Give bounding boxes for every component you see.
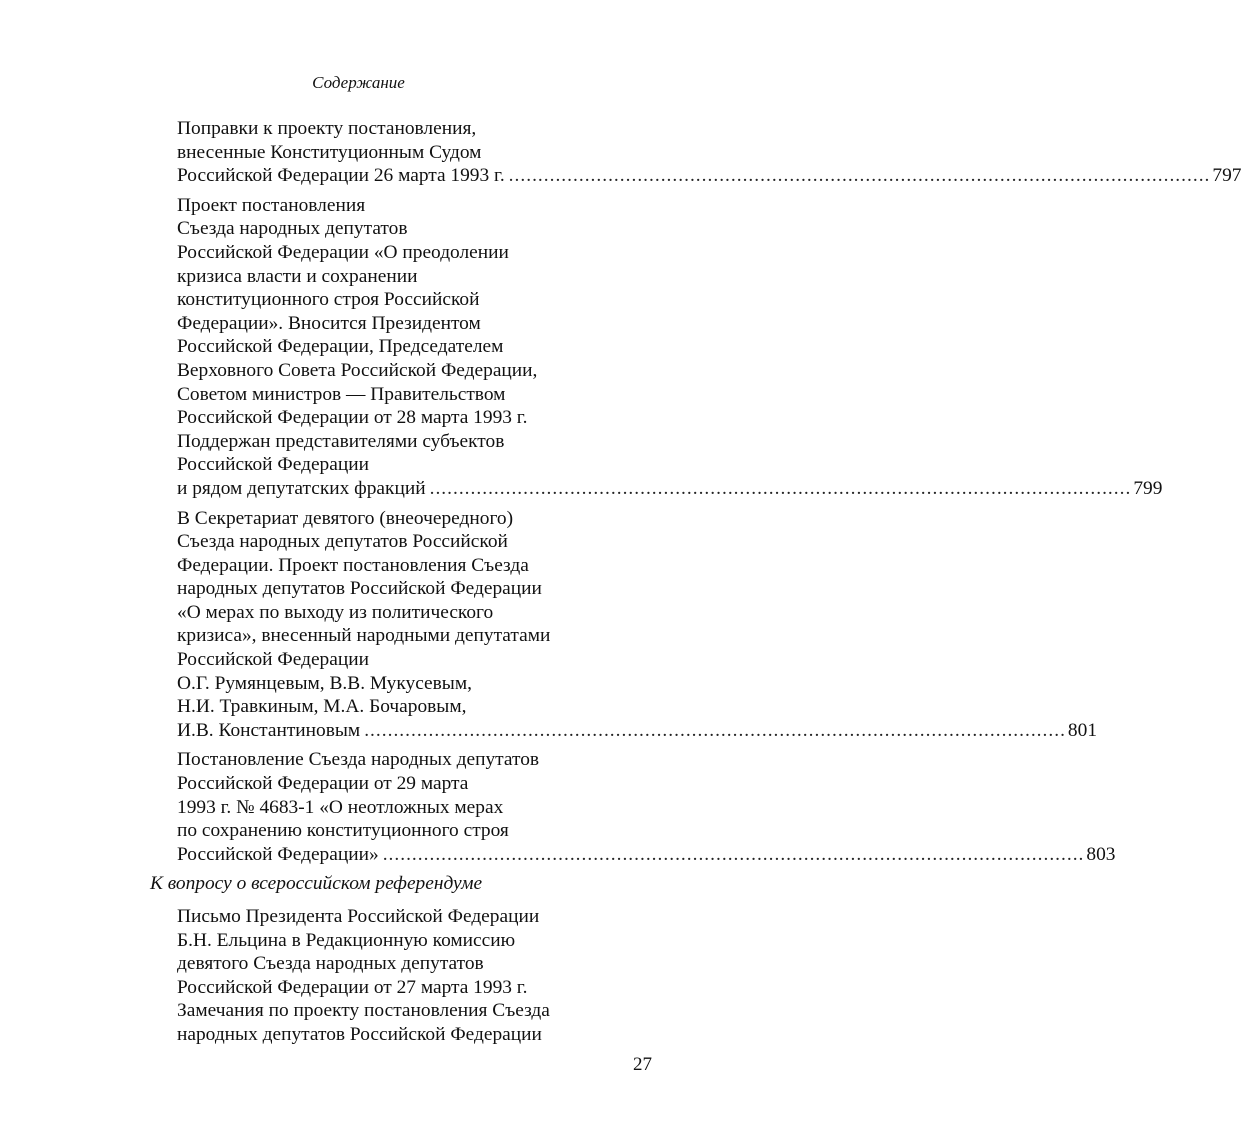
entry-line: девятого Съезда народных депутатов [177, 953, 484, 975]
entry-line: Российской Федерации от 29 марта [177, 773, 469, 795]
entry-last-line [177, 719, 1098, 743]
entry-page-number: 801 [1067, 719, 1098, 741]
entry-line: кризиса власти и сохранении [177, 265, 418, 287]
entry-line: народных депутатов Российской Федерации [177, 578, 542, 600]
entry-line: Российской Федерации» [177, 843, 379, 865]
entry-last-line [177, 164, 1241, 188]
entry-page-number: 797 [1212, 165, 1241, 187]
entry-line: Российской Федерации [177, 454, 369, 476]
entry-line: и рядом депутатских фракций [177, 477, 426, 499]
toc-entry-4 [177, 748, 1116, 866]
entry-line: Российской Федерации от 28 марта 1993 г. [177, 407, 528, 429]
entry-line: «О мерах по выходу из политического [177, 601, 494, 623]
dot-leader: ........................................................................................................................ [429, 477, 1132, 499]
running-head: Содержание [312, 73, 405, 92]
entry-line: 1993 г. № 4683-1 «О неотложных мерах [177, 796, 504, 818]
entry-line: конституционного строя Российской [177, 289, 480, 311]
entry-line: Поправки к проекту постановления, [177, 118, 477, 139]
entry-line: народных депутатов Российской Федерации [177, 1023, 542, 1045]
table-of-contents [150, 117, 1241, 1053]
entry-line: Съезда народных депутатов Российской [177, 531, 508, 553]
entry-line: О.Г. Румянцевым, В.В. Мукусевым, [177, 672, 472, 694]
entry-line: Российской Федерации от 27 марта 1993 г. [177, 976, 528, 998]
entry-line: Поддержан представителями субъектов [177, 430, 505, 452]
entry-line: Федерации». Вносится Президентом [177, 312, 481, 334]
entry-line: Замечания по проекту постановления Съезда [177, 1000, 550, 1022]
toc-entry-5 [177, 905, 658, 1047]
toc-entry-2 [177, 194, 1163, 501]
entry-line: Проект постановления [177, 194, 366, 216]
entry-line: Верховного Совета Российской Федерации, [177, 359, 538, 381]
entry-line: Н.И. Травкиным, М.А. Бочаровым, [177, 696, 467, 718]
entry-line: В Секретариат девятого (внеочередного) [177, 507, 514, 529]
page-number: 27 [633, 1054, 652, 1075]
entry-line: Постановление Съезда народных депутатов [177, 749, 540, 771]
entry-line: Съезда народных депутатов [177, 218, 408, 240]
dot-leader: ........................................................................................................................ [364, 719, 1066, 741]
dot-leader: ........................................................................................................................ [382, 843, 1085, 865]
toc-entry-1 [177, 117, 1241, 188]
entry-line: Письмо Президента Российской Федерации [177, 906, 540, 927]
section-heading: К вопросу о всероссийском референдуме [150, 873, 483, 895]
entry-line: Советом министров — Правительством [177, 383, 506, 405]
entry-last-line [177, 843, 1116, 867]
entry-line: по сохранению конституционного строя [177, 820, 509, 842]
entry-page-number: 799 [1133, 477, 1163, 499]
entry-line: Российской Федерации [177, 649, 369, 671]
entry-line: внесенные Конституционным Судом [177, 141, 482, 163]
dot-leader: ........................................................................................................................ [508, 165, 1211, 187]
entry-line: Российской Федерации 26 марта 1993 г. [177, 165, 505, 187]
entry-page-number: 803 [1086, 843, 1116, 865]
entry-line: кризиса», внесенный народными депутатами [177, 625, 551, 647]
entry-last-line [177, 477, 1163, 501]
toc-entry-3 [177, 507, 1098, 743]
entry-line: Б.Н. Ельцина в Редакционную комиссию [177, 929, 516, 951]
entry-line: И.В. Константиновым [177, 719, 361, 741]
entry-line: Российской Федерации, Председателем [177, 336, 504, 358]
entry-line: Федерации. Проект постановления Съезда [177, 554, 529, 576]
entry-line: Российской Федерации «О преодолении [177, 241, 509, 263]
